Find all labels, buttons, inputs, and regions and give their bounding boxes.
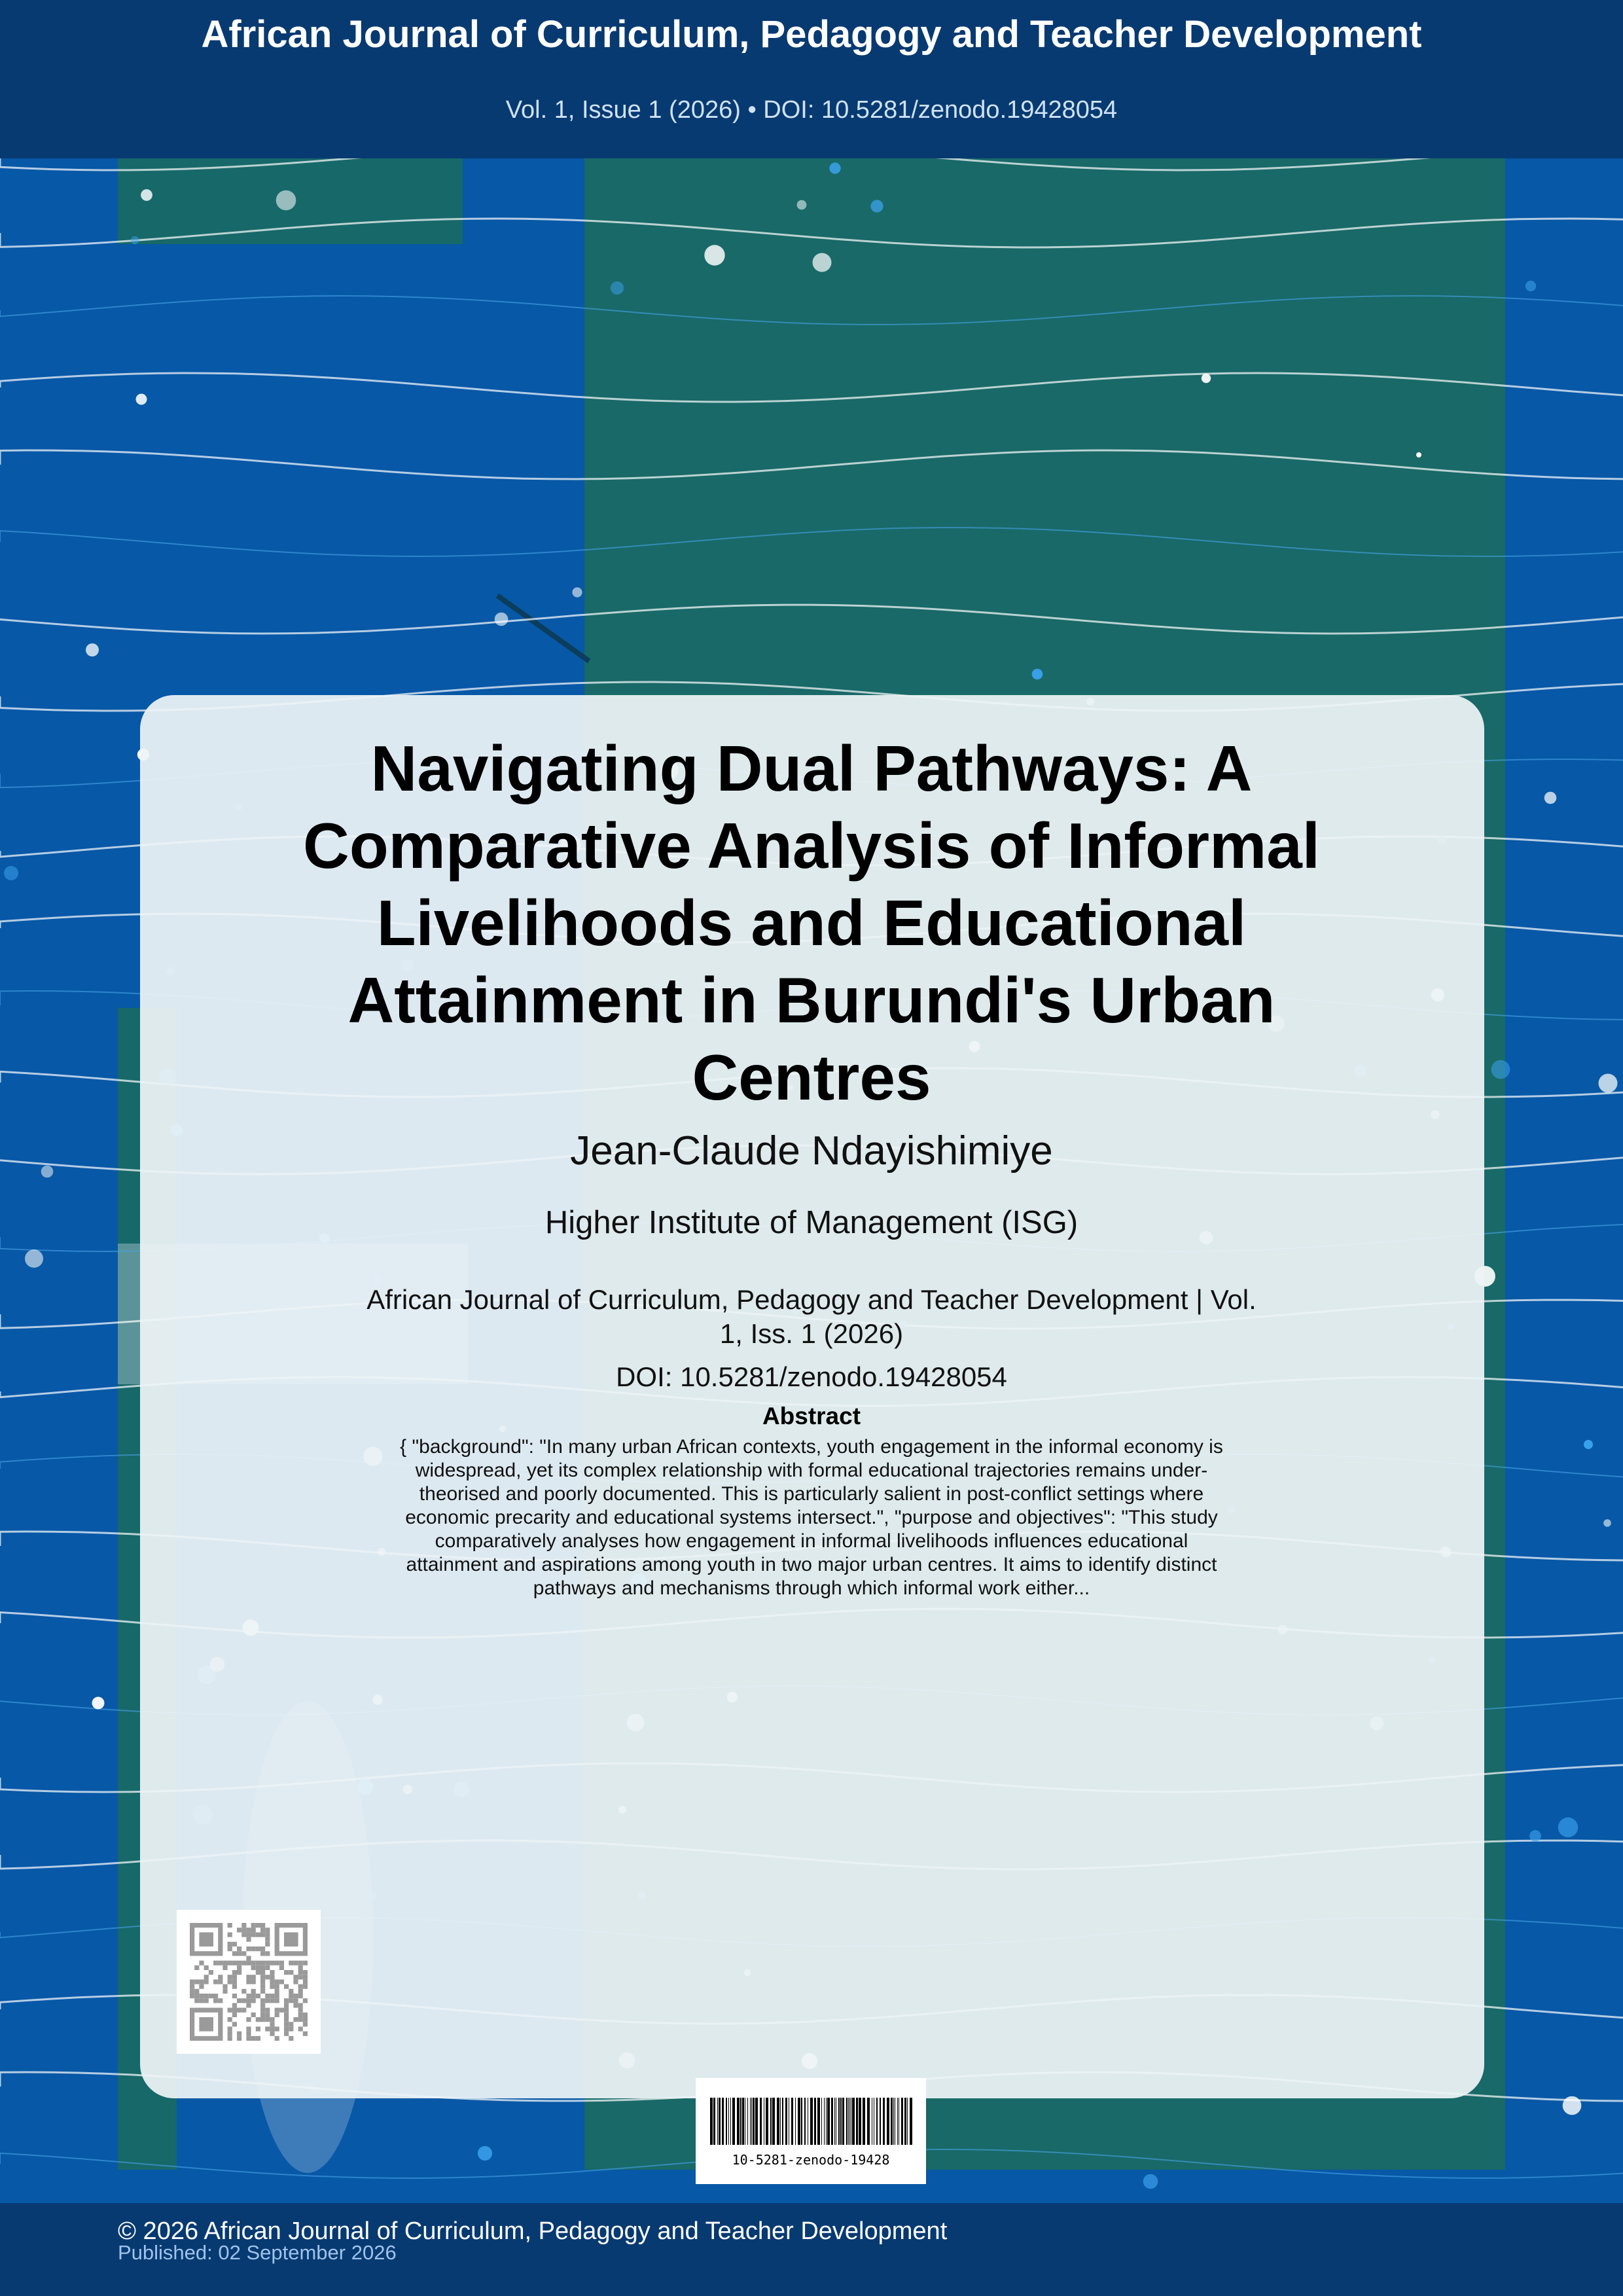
copyright: © 2026 African Journal of Curriculum, Pedagogy and Teacher Development xyxy=(118,2217,948,2245)
affiliation: Higher Institute of Management (ISG) xyxy=(544,1205,1079,1240)
abstract-text: { "background": "In many urban African contexts, youth engagement in the informal economy is widespread, yet its complex relationship with formal educational trajectories remains under-theorised and poorly documented. This is particularly salient in post-conflict settings where economic precarity and educational systems intersect.", "purpose and objectives": "This study comparatively analyses how engagement in informal livelihoods influences educational attainment and aspirations among youth in two major urban centres. It aims to identify distinct pathways and mechanisms through which informal work either... xyxy=(400,1436,1223,1599)
barcode-icon xyxy=(696,2078,926,2150)
journal-title: African Journal of Curriculum, Pedagogy and Teacher Development xyxy=(201,13,1422,56)
bubble-dot xyxy=(478,2146,492,2161)
citation-line: African Journal of Curriculum, Pedagogy and Teacher Development | Vol. 1, Iss. 1 (2026) xyxy=(366,1284,1257,1349)
bubble-dot xyxy=(276,190,296,211)
bubble-dot xyxy=(1202,374,1211,383)
bubble-dot xyxy=(1558,1818,1578,1837)
bubble-dot xyxy=(797,200,807,210)
bubble-dot xyxy=(1032,669,1043,680)
bubble-dot xyxy=(141,189,152,201)
barcode xyxy=(696,2078,926,2184)
abstract-heading: Abstract xyxy=(762,1403,861,1429)
bubble-dot xyxy=(813,253,832,272)
bubble-dot xyxy=(572,587,582,597)
bubble-dot xyxy=(870,200,883,212)
bubble-dot xyxy=(4,866,18,880)
bubble-dot xyxy=(131,236,139,244)
bubble-dot xyxy=(611,281,624,295)
bubble-dot xyxy=(1416,452,1421,457)
bubble-dot xyxy=(25,1249,43,1268)
bubble-dot xyxy=(495,613,508,626)
doi-link[interactable]: DOI: 10.5281/zenodo.19428054 xyxy=(616,1361,1007,1392)
published-date: Published: 02 September 2026 xyxy=(118,2241,397,2264)
issue-doi-line: Vol. 1, Issue 1 (2026) • DOI: 10.5281/zenodo.19428054 xyxy=(505,96,1118,124)
bubble-dot xyxy=(41,1166,54,1178)
barcode-text: 10-5281-zenodo-19428 xyxy=(732,2152,890,2168)
bubble-dot xyxy=(1603,1519,1611,1527)
bubble-dot xyxy=(136,394,147,405)
bubble-dot xyxy=(1143,2174,1158,2189)
bubble-dot xyxy=(86,643,99,656)
qr-code-icon xyxy=(177,1910,321,2054)
bubble-dot xyxy=(704,245,724,265)
bubble-dot xyxy=(1599,1074,1618,1093)
bubble-dot xyxy=(829,162,840,173)
bubble-dot xyxy=(1563,2096,1582,2115)
bubble-dot xyxy=(1491,1060,1510,1079)
article-title: Navigating Dual Pathways: A Comparative Analysis of Informal Livelihoods and Educational Attainment in Burundi's Urban Centres xyxy=(303,732,1320,1113)
bubble-dot xyxy=(1529,1830,1541,1842)
bubble-dot xyxy=(1525,281,1536,291)
bubble-dot xyxy=(1584,1440,1593,1449)
qr-code[interactable] xyxy=(177,1910,321,2054)
author-name: Jean-Claude Ndayishimiye xyxy=(570,1128,1053,1174)
bubble-dot xyxy=(92,1697,105,1710)
bubble-dot xyxy=(1544,792,1557,804)
